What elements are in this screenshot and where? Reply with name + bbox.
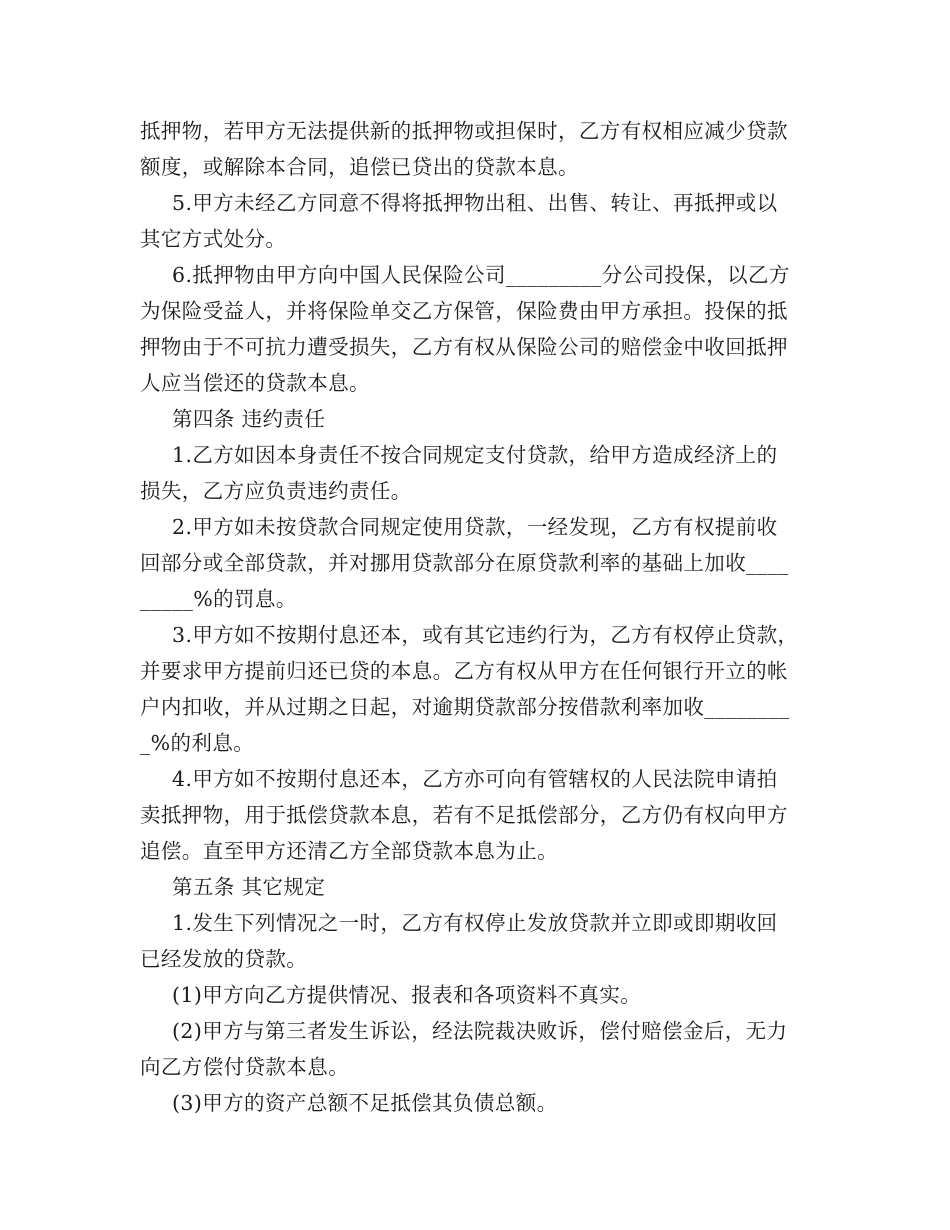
text-line: 为保险受益人，并将保险单交乙方保管，保险费由甲方承担。投保的抵 bbox=[140, 299, 788, 323]
text-line: 额度，或解除本合同，追偿已贷出的贷款本息。 bbox=[140, 155, 579, 179]
text-line: 损失，乙方应负责违约责任。 bbox=[140, 479, 412, 503]
text-line: 其它方式处分。 bbox=[140, 227, 287, 251]
text-line: 押物由于不可抗力遭受损失，乙方有权从保险公司的赔偿金中收回抵押 bbox=[140, 335, 788, 359]
article-4-clause-3: 3.甲方如不按期付息还本，或有其它违约行为，乙方有权停止贷款， bbox=[172, 623, 799, 647]
text-line: _____%的罚息。 bbox=[140, 587, 297, 611]
text-line: 追偿。直至甲方还清乙方全部贷款本息为止。 bbox=[140, 839, 558, 863]
text-line: 并要求甲方提前归还已贷的本息。乙方有权从甲方在任何银行开立的帐 bbox=[140, 659, 788, 683]
article-5-item-1: (1)甲方向乙方提供情况、报表和各项资料不真实。 bbox=[172, 983, 642, 1007]
document-page bbox=[140, 113, 812, 1121]
article-5-heading: 第五条 其它规定 bbox=[172, 875, 326, 899]
clause-5: 5.甲方未经乙方同意不得将抵押物出租、出售、转让、再抵押或以 bbox=[172, 191, 778, 215]
clause-6: 6.抵押物由甲方向中国人民保险公司_________分公司投保，以乙方 bbox=[172, 263, 790, 287]
article-4-clause-1: 1.乙方如因本身责任不按合同规定支付贷款，给甲方造成经济上的 bbox=[172, 443, 778, 467]
article-5-clause-1: 1.发生下列情况之一时，乙方有权停止发放贷款并立即或即期收回 bbox=[172, 911, 778, 935]
article-4-clause-2: 2.甲方如未按贷款合同规定使用贷款，一经发现，乙方有权提前收 bbox=[172, 515, 778, 539]
text-line: 回部分或全部贷款，并对挪用贷款部分在原贷款利率的基础上加收____ bbox=[140, 551, 789, 575]
text-line: 已经发放的贷款。 bbox=[140, 947, 308, 971]
text-line: 卖抵押物，用于抵偿贷款本息，若有不足抵偿部分，乙方仍有权向甲方 bbox=[140, 803, 788, 827]
article-5-item-2: (2)甲方与第三者发生诉讼，经法院裁决败诉，偿付赔偿金后，无力 bbox=[172, 1019, 788, 1043]
text-line: 人应当偿还的贷款本息。 bbox=[140, 371, 370, 395]
text-line: _%的利息。 bbox=[140, 731, 255, 755]
article-4-heading: 第四条 违约责任 bbox=[172, 407, 326, 431]
text-line: 向乙方偿付贷款本息。 bbox=[140, 1055, 349, 1079]
text-line: 户内扣收，并从过期之日起，对逾期贷款部分按借款利率加收________ bbox=[140, 695, 790, 719]
article-5-item-3: (3)甲方的资产总额不足抵偿其负债总额。 bbox=[172, 1091, 558, 1115]
article-4-clause-4: 4.甲方如不按期付息还本，乙方亦可向有管辖权的人民法院申请拍 bbox=[172, 767, 778, 791]
text-line: 抵押物，若甲方无法提供新的抵押物或担保时，乙方有权相应减少贷款 bbox=[140, 119, 788, 143]
